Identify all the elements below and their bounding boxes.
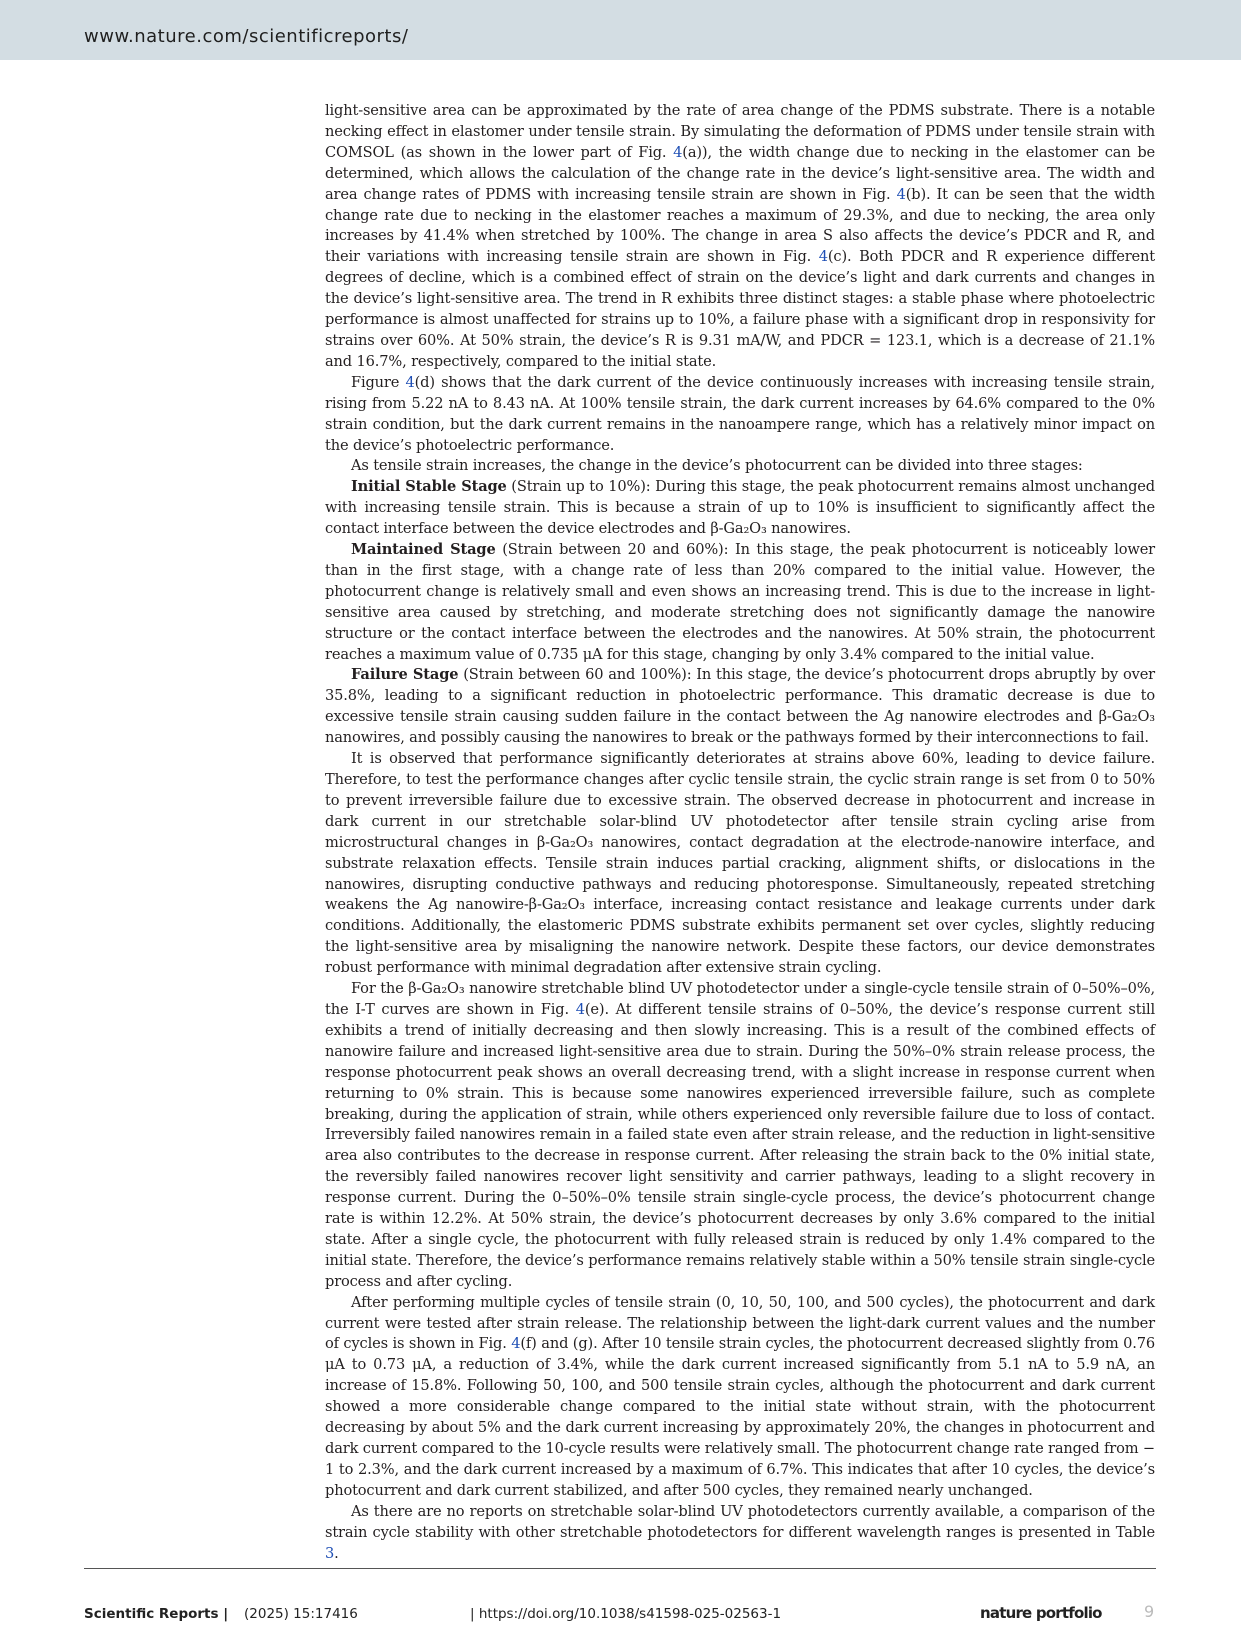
paragraph <box>325 749 1155 979</box>
paragraph-text: As there are no reports on stretchable solar-blind UV photodetectors currently available, a comparison of the strain cycle stability with other stretchable photodetectors for different wavelength ranges is presented in Table 3. <box>325 1502 1155 1562</box>
paragraph <box>325 456 1155 477</box>
paragraph <box>325 979 1155 1293</box>
page-number: 9 <box>1144 1602 1155 1621</box>
figure-reference-link[interactable]: 4 <box>405 373 415 391</box>
paragraph-text: As tensile strain increases, the change in the device’s photocurrent can be divided into three stages: <box>351 457 1083 475</box>
paragraph-text: (Strain between 60 and 100%): In this stage, the device’s photocurrent drops abruptly by over 35.8%, leading to a significant reduction in photoelectric performance. This dramatic decrease is due to excessive tensile strain causing sudden failure in the contact between the Ag nanowire electrodes and β-Ga₂O₃ nanowires, and possibly causing the nanowires to break or the pathways formed by their interconnections to fail. <box>325 666 1156 747</box>
page-footer <box>84 1602 1156 1628</box>
paragraph-text: (Strain up to 10%): During this stage, the peak photocurrent remains almost unchanged with increasing tensile strain. This is because a strain of up to 10% is insufficient to significantly affect the contact interface between the device electrodes and β-Ga₂O₃ nanowires. <box>325 478 1155 538</box>
figure-reference-link[interactable]: 3 <box>325 1544 335 1562</box>
paragraph <box>325 1293 1155 1502</box>
stage-heading: Maintained Stage <box>351 541 496 559</box>
paragraph <box>325 540 1155 665</box>
site-header-bar <box>0 0 1241 60</box>
doi-link[interactable]: | https://doi.org/10.1038/s41598-025-02563-1 <box>470 1606 782 1622</box>
paragraph <box>325 373 1155 457</box>
journal-name: Scientific Reports | <box>84 1606 229 1622</box>
publisher-logo: nature portfolio <box>980 1604 1102 1622</box>
figure-reference-link[interactable]: 4 <box>575 1000 585 1018</box>
footer-divider <box>84 1568 1156 1569</box>
figure-reference-link[interactable]: 4 <box>896 185 906 203</box>
paragraph <box>325 1502 1155 1565</box>
paragraph-text: (Strain between 20 and 60%): In this stage, the peak photocurrent is noticeably lower than in the first stage, with a change rate of less than 20% compared to the initial value. However, the photocurrent change is relatively small and even shows an increasing trend. This is due to the increase in light-sensitive area caused by stretching, and moderate stretching does not significantly damage the nanowire structure or the contact interface between the electrodes and the nanowires. At 50% strain, the photocurrent reaches a maximum value of 0.735 μA for this stage, changing by only 3.4% compared to the initial value. <box>325 541 1156 663</box>
paragraph <box>325 101 1155 373</box>
figure-reference-link[interactable]: 4 <box>673 143 683 161</box>
figure-reference-link[interactable]: 4 <box>818 248 828 266</box>
site-url-link[interactable]: www.nature.com/scientificreports/ <box>84 26 409 47</box>
figure-reference-link[interactable]: 4 <box>511 1335 521 1353</box>
paragraph <box>325 665 1155 749</box>
stage-heading: Failure Stage <box>351 666 459 684</box>
paragraph-text: It is observed that performance significantly deteriorates at strains above 60%, leading to device failure. Therefore, to test the performance changes after cyclic tensile strain, the cyclic strain range is set from 0 to 50% to prevent irreversible failure due to excessive strain. The observed decrease in photocurrent and increase in dark current in our stretchable solar-blind UV photodetector after tensile strain cycling arise from microstructural changes in β-Ga₂O₃ nanowires, contact degradation at the electrode-nanowire interface, and substrate relaxation effects. Tensile strain induces partial cracking, alignment shifts, or dislocations in the nanowires, disrupting conductive pathways and reducing photoresponse. Simultaneously, repeated stretching weakens the Ag nanowire-β-Ga₂O₃ interface, increasing contact resistance and leakage currents under dark conditions. Additionally, the elastomeric PDMS substrate exhibits permanent set over cycles, slightly reducing the light-sensitive area by misaligning the nanowire network. Despite these factors, our device demonstrates robust performance with minimal degradation after extensive strain cycling. <box>325 750 1155 977</box>
paragraph-text: light-sensitive area can be approximated by the rate of area change of the PDMS substrate. There is a notable necking effect in elastomer under tensile strain. By simulating the deformation of PDMS under tensile strain with COMSOL (as shown in the lower part of Fig. 4(a)), the width change due to necking in the elastomer can be determined, which allows the calculation of the change rate in the device’s light-sensitive area. The width and area change rates of PDMS with increasing tensile strain are shown in Fig. 4(b). It can be seen that the width change rate due to necking in the elastomer reaches a maximum of 29.3%, and due to necking, the area only increases by 41.4% when stretched by 100%. The change in area S also affects the device’s PDCR and R, and their variations with increasing tensile strain are shown in Fig. 4(c). Both PDCR and R experience different degrees of decline, which is a combined effect of strain on the device’s light and dark currents and changes in the device’s light-sensitive area. The trend in R exhibits three distinct stages: a stable phase where photoelectric performance is almost unaffected for strains up to 10%, a failure phase with a significant drop in responsivity for strains over 60%. At 50% strain, the device’s R is 9.31 mA/W, and PDCR = 123.1, which is a decrease of 21.1% and 16.7%, respectively, compared to the initial state. <box>325 102 1155 370</box>
paragraph-text: For the β-Ga₂O₃ nanowire stretchable blind UV photodetector under a single-cycle tensile strain of 0–50%–0%, the I-T curves are shown in Fig. 4(e). At different tensile strains of 0–50%, the device’s response current still exhibits a trend of initially decreasing and then slowly increasing. This is a result of the combined effects of nanowire failure and increased light-sensitive area due to strain. During the 50%–0% strain release process, the response photocurrent peak shows an overall decreasing trend, with a slight increase in response current when returning to 0% strain. This is because some nanowires experienced irreversible failure, such as complete breaking, during the application of strain, while others experienced only reversible failure due to loss of contact. Irreversibly failed nanowires remain in a failed state even after strain release, and the reduction in light-sensitive area also contributes to the decrease in response current. After releasing the strain back to the 0% initial state, the reversibly failed nanowires recover light sensitivity and carrier pathways, leading to a slight recovery in response current. During the 0–50%–0% tensile strain single-cycle process, the device’s photocurrent change rate is within 12.2%. At 50% strain, the device’s photocurrent decreases by only 3.6% compared to the initial state. After a single cycle, the photocurrent with fully released strain is reduced by only 1.4% compared to the initial state. Therefore, the device’s performance remains relatively stable within a 50% tensile strain single-cycle process and after cycling. <box>325 980 1155 1290</box>
article-body <box>325 101 1155 1564</box>
paragraph-text: After performing multiple cycles of tensile strain (0, 10, 50, 100, and 500 cycles), the photocurrent and dark current were tested after strain release. The relationship between the light-dark current values and the number of cycles is shown in Fig. 4(f) and (g). After 10 tensile strain cycles, the photocurrent decreased slightly from 0.76 μA to 0.73 μA, a reduction of 3.4%, while the dark current increased significantly from 5.1 nA to 5.9 nA, an increase of 15.8%. Following 50, 100, and 500 tensile strain cycles, although the photocurrent and dark current showed a more considerable change compared to the initial state without strain, with the photocurrent decreasing by about 5% and the dark current increasing by approximately 20%, the changes in photocurrent and dark current compared to the 10-cycle results were relatively small. The photocurrent change rate ranged from − 1 to 2.3%, and the dark current increased by a maximum of 6.7%. This indicates that after 10 cycles, the device’s photocurrent and dark current stabilized, and after 500 cycles, they remained nearly unchanged. <box>325 1293 1156 1499</box>
volume-info: (2025) 15:17416 <box>244 1606 358 1622</box>
stage-heading: Initial Stable Stage <box>351 478 507 496</box>
paragraph <box>325 477 1155 540</box>
paragraph-text: Figure 4(d) shows that the dark current of the device continuously increases with increasing tensile strain, rising from 5.22 nA to 8.43 nA. At 100% tensile strain, the dark current increases by 64.6% compared to the 0% strain condition, but the dark current remains in the nanoampere range, which has a relatively minor impact on the device’s photoelectric performance. <box>325 373 1155 454</box>
